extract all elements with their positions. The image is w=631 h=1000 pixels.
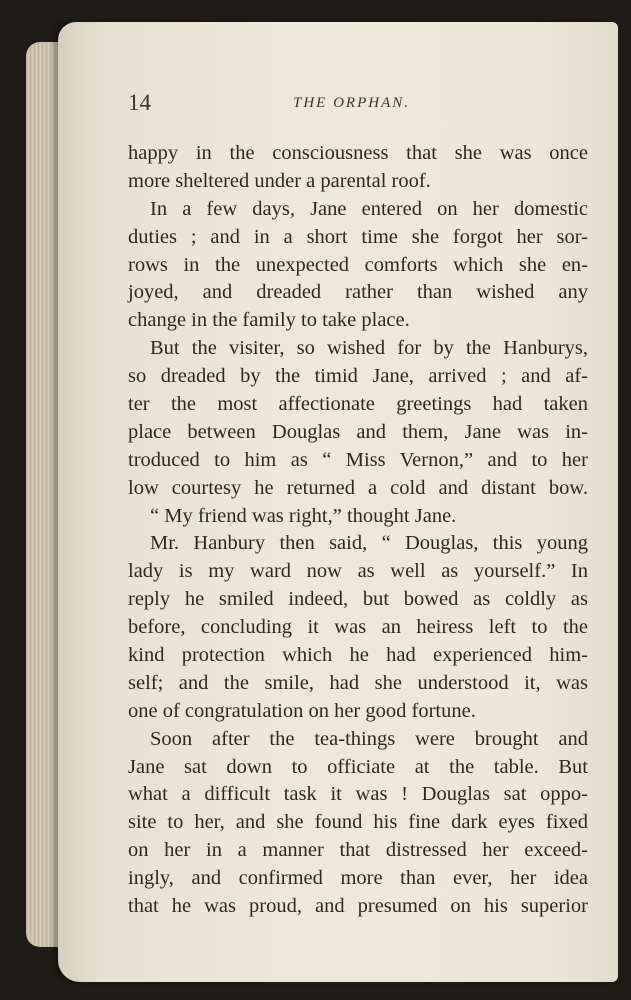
text-line: Jane sat down to officiate at the table. But [128,755,588,778]
text-line: kind protection which he had experienced him- [128,644,588,667]
text-line: Mr. Hanbury then said, “ Douglas, this young [150,532,588,555]
text-line: happy in the consciousness that she was once [128,142,588,164]
text-line: lady is my ward now as well as yourself.” In [128,560,588,583]
text-line: what a difficult task it was ! Douglas sat oppo- [128,783,588,806]
running-title: THE ORPHAN. [293,95,410,111]
text-line: so dreaded by the timid Jane, arrived ; and af- [128,365,588,388]
text-line: self; and the smile, had she understood it, was [128,671,588,694]
text-line: rows in the unexpected comforts which she en- [128,253,588,276]
text-line: on her in a manner that distressed her exceed- [128,839,588,862]
text-line: ter the most affectionate greetings had taken [128,393,588,416]
text-line: Soon after the tea-things were brought and [150,727,588,750]
text-line: that he was proud, and presumed on his superior [128,895,588,918]
text-line: reply he smiled indeed, but bowed as coldly as [128,588,588,611]
text-line: “ My friend was right,” thought Jane. [150,504,457,527]
text-line: But the visiter, so wished for by the Hanburys, [150,337,588,360]
text-line: before, concluding it was an heiress left to the [128,616,588,639]
text-line: one of congratulation on her good fortune. [128,699,476,722]
page-number: 14 [128,90,151,115]
page-header [128,90,594,120]
text-line: duties ; and in a short time she forgot her sor- [128,225,588,248]
text-line: low courtesy he returned a cold and distant bow. [128,476,588,499]
text-line: more sheltered under a parental roof. [128,169,431,192]
text-line: site to her, and she found his fine dark eyes fixed [128,811,588,834]
body-text [128,140,588,921]
text-line: joyed, and dreaded rather than wished any [128,281,588,304]
text-line: troduced to him as “ Miss Vernon,” and to her [128,448,588,471]
text-line: place between Douglas and them, Jane was in- [128,420,588,443]
text-line: In a few days, Jane entered on her domestic [150,197,588,220]
text-line: change in the family to take place. [128,309,410,332]
text-line: ingly, and confirmed more than ever, her idea [128,867,588,890]
